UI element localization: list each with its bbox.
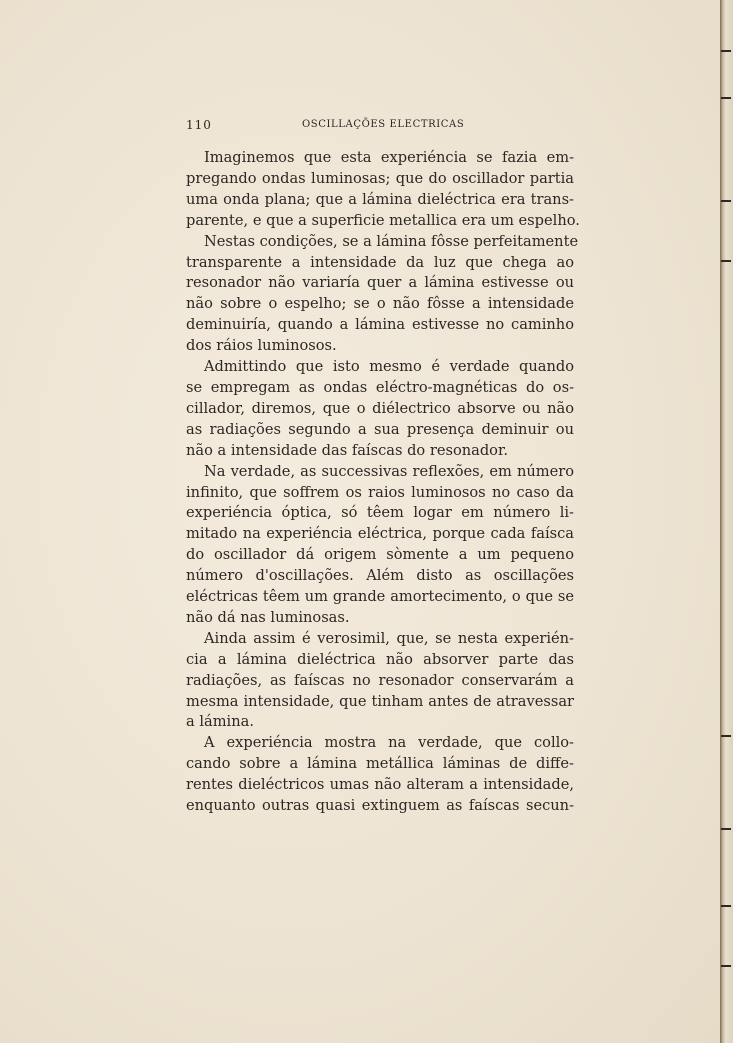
text-line: transparente a intensidade da luz que chega ao <box>186 253 574 271</box>
page-edge-mark <box>721 828 731 830</box>
text-line: cillador, diremos, que o diélectrico absorve ou não <box>186 399 574 417</box>
page-edge-mark <box>721 735 731 737</box>
page-edge-mark <box>721 905 731 907</box>
text-line: A experiéncia mostra na verdade, que collo- <box>204 734 574 752</box>
text-line: experiéncia óptica, só têem logar em número li- <box>186 504 574 522</box>
text-line: não dá nas luminosas. <box>186 608 350 626</box>
text-line: resonador não variaría quer a lámina estivesse ou <box>186 274 574 292</box>
text-line: pregando ondas luminosas; que do oscillador partia <box>186 169 574 187</box>
text-line: a lámina. <box>186 713 254 731</box>
paragraph <box>186 232 579 357</box>
page-edge-mark <box>721 260 731 262</box>
paragraph <box>186 148 580 232</box>
text-line: mesma intensidade, que tinham antes de atravessar <box>186 692 574 710</box>
text-line: Imaginemos que esta experiéncia se fazia em- <box>204 149 574 166</box>
text-line: não a intensidade das faíscas do resonador. <box>186 441 508 459</box>
text-line: dos ráios luminosos. <box>186 337 337 355</box>
paragraph <box>186 733 574 817</box>
body-text <box>186 148 580 817</box>
text-line: Nestas condições, se a lámina fôsse perfeitamente <box>204 232 579 250</box>
text-line: se empregam as ondas eléctro-magnéticas do os- <box>186 378 574 396</box>
text-line: enquanto outras quasi extinguem as faíscas secun- <box>186 797 574 815</box>
page-edge-mark <box>721 965 731 967</box>
paragraph <box>186 629 574 734</box>
text-line: do oscillador dá origem sòmente a um pequeno <box>186 546 574 564</box>
page-number: 110 <box>186 118 212 132</box>
text-line: Na verdade, as successivas reflexões, em número <box>204 462 574 480</box>
text-line: Admittindo que isto mesmo é verdade quando <box>204 358 574 376</box>
text-line: infinito, que soffrem os raios luminosos no caso da <box>186 483 574 501</box>
text-line: número d'oscillações. Além disto as oscillações <box>186 567 574 585</box>
text-line: Ainda assim é verosimil, que, se nesta experién- <box>204 629 574 647</box>
text-line: rentes dieléctricos umas não alteram a intensidade, <box>186 776 574 794</box>
text-line: deminuiría, quando a lámina estivesse no caminho <box>186 316 574 334</box>
text-line: cia a lámina dieléctrica não absorver parte das <box>186 650 574 668</box>
paragraph <box>186 357 574 462</box>
page-edge-mark <box>721 50 731 52</box>
text-line: as radiações segundo a sua presença deminuir ou <box>186 420 574 438</box>
running-head <box>186 118 574 134</box>
text-line: uma onda plana; que a lámina dieléctrica era trans- <box>186 190 574 208</box>
text-line: radiações, as faíscas no resonador conservarám a <box>186 671 574 689</box>
text-line: mitado na experiéncia eléctrica, porque cada faísca <box>186 525 574 543</box>
text-line: eléctricas têem um grande amortecimento, o que se <box>186 588 574 606</box>
running-title: OSCILLAÇÕES ELECTRICAS <box>302 119 465 130</box>
page-edge-mark <box>721 97 731 99</box>
text-line: parente, e que a superficie metallica era um espelho. <box>186 211 580 229</box>
text-line: não sobre o espelho; se o não fôsse a intensidade <box>186 295 574 313</box>
page-edge-mark <box>721 200 731 202</box>
text-line: cando sobre a lámina metállica láminas de diffe- <box>186 755 574 773</box>
page-edge <box>720 0 733 1043</box>
paragraph <box>186 462 574 629</box>
